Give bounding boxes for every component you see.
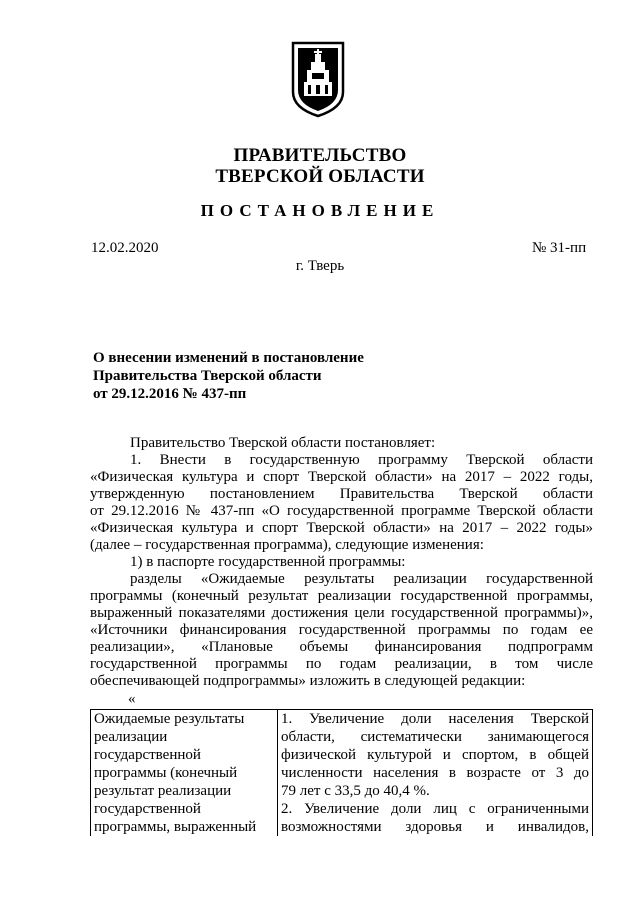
opening-quote: « — [128, 691, 136, 707]
table-cell-label — [91, 710, 278, 837]
table-cell-text: реализации — [94, 729, 168, 745]
subject-line3: от 29.12.2016 № 437-пп — [93, 386, 247, 402]
table-cell-value — [278, 710, 593, 837]
paragraph-3-line: программы (конечный результат реализации государственной программы, — [90, 588, 593, 604]
paragraph-3-line: «Источники финансирования государственной программы по годам ее — [90, 622, 593, 638]
subject-line1: О внесении изменений в постановление — [93, 350, 364, 366]
table-cell-text: программы (конечный — [94, 765, 238, 781]
paragraph-1-line: от 29.12.2016 № 437-пп «О государственной программе Тверской области — [90, 503, 593, 519]
paragraph-1-line: «Физическая культура и спорт Тверской области» на 2017 – 2022 годы» — [90, 520, 593, 536]
table-cell-text: результат реализации — [94, 783, 232, 799]
tver-coat-of-arms-icon — [290, 40, 346, 118]
table-cell-text: численности населения в возрасте от 3 до — [281, 765, 589, 781]
paragraph-1-line: (далее – государственная программа), следующие изменения: — [90, 537, 484, 553]
table-cell-text: физической культурой и спортом, в общей — [281, 747, 589, 763]
program-passport-table — [90, 709, 593, 836]
table-cell-text: 79 лет с 33,5 до 40,4 %. — [281, 783, 430, 799]
paragraph-3-line: обеспечивающей подпрограммы» изложить в следующей редакции: — [90, 673, 526, 689]
paragraph-3-line: выраженный показателями достижения цели государственной программы)», — [90, 605, 593, 621]
paragraph-1-line: «Физическая культура и спорт Тверской области» на 2017 – 2022 годы, — [90, 469, 593, 485]
table-cell-text: 1. Увеличение доли населения Тверской — [281, 711, 589, 727]
organization-name-line2: ТВЕРСКОЙ ОБЛАСТИ — [215, 166, 425, 187]
table-cell-text: государственной — [94, 801, 201, 817]
table-cell-text: программы, выраженный — [94, 819, 257, 835]
paragraph-3-line: разделы «Ожидаемые результаты реализации государственной — [130, 571, 593, 587]
paragraph-3-line: государственной программы по годам реализации, в том числе — [90, 656, 593, 672]
table-cell-text: области, систематически занимающегося — [281, 729, 589, 745]
intro-paragraph: Правительство Тверской области постановляет: — [130, 435, 436, 451]
table-cell-text: возможностями здоровья и инвалидов, — [281, 819, 589, 835]
organization-name-line1: ПРАВИТЕЛЬСТВО — [233, 145, 407, 166]
document-date: 12.02.2020 — [91, 240, 159, 256]
paragraph-1-line: утвержденную постановлением Правительства Тверской области — [90, 486, 593, 502]
document-city: г. Тверь — [295, 258, 345, 274]
subject-line2: Правительства Тверской области — [93, 368, 322, 384]
table-cell-text: Ожидаемые результаты — [94, 711, 245, 727]
table-cell-text: государственной — [94, 747, 201, 763]
paragraph-1-line: 1. Внести в государственную программу Тверской области — [130, 452, 593, 468]
table-row — [91, 710, 593, 837]
document-number: № 31-пп — [532, 240, 587, 256]
paragraph-3-line: реализации», «Плановые объемы финансирования подпрограмм — [90, 639, 593, 655]
document-type: ПОСТАНОВЛЕНИЕ — [200, 201, 440, 220]
paragraph-2: 1) в паспорте государственной программы: — [130, 554, 406, 570]
table-cell-text: 2. Увеличение доли лиц с ограниченными — [281, 801, 589, 817]
